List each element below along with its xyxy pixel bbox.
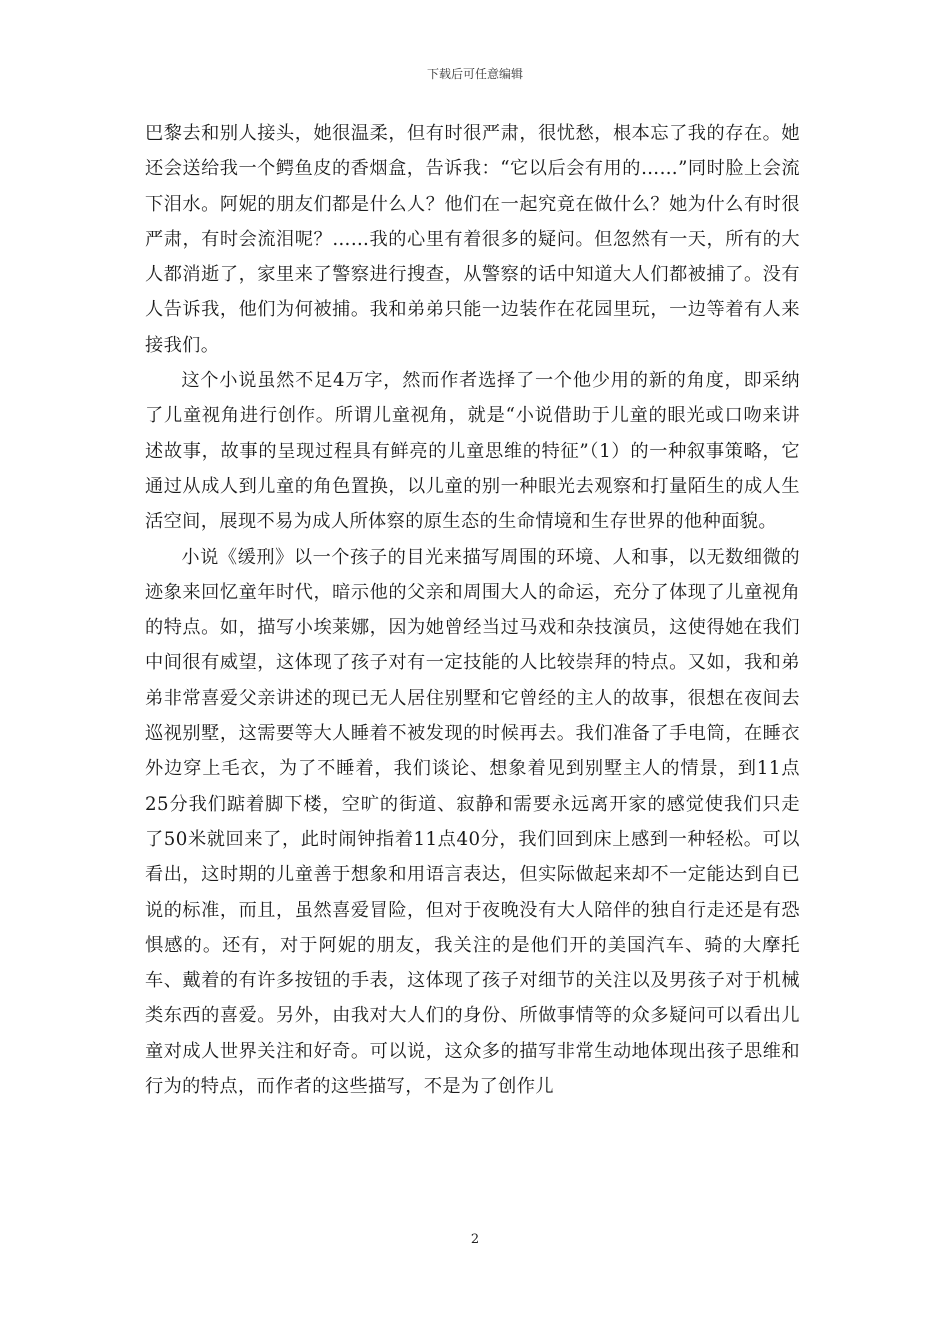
- paragraph-novel-analysis: 小说《缓刑》以一个孩子的目光来描写周围的环境、人和事，以无数细微的迹象来回忆童年时代，暗示他的父亲和周围大人的命运，充分了体现了儿童视角的特点。如，描写小埃莱娜，因为她曾经当过马戏和杂技演员，这使得她在我们中间很有威望，这体现了孩子对有一定技能的人比较崇拜的特点。又如，我和弟弟非常喜爱父亲讲述的现已无人居住别墅和它曾经的主人的故事，很想在夜间去巡视别墅，这需要等大人睡着不被发现的时候再去。我们准备了手电筒，在睡衣外边穿上毛衣，为了不睡着，我们谈论、想象着见到别墅主人的情景，到11点25分我们踮着脚下楼，空旷的街道、寂静和需要永远离开家的感觉使我们只走了50米就回来了，此时闹钟指着11点40分，我们回到床上感到一种轻松。可以看出，这时期的儿童善于想象和用语言表达，但实际做起来却不一定能达到自已说的标准，而且，虽然喜爱冒险，但对于夜晚没有大人陪伴的独自行走还是有恐惧感的。还有，对于阿妮的朋友，我关注的是他们开的美国汽车、骑的大摩托车、戴着的有许多按钮的手表，这体现了孩子对细节的关注以及男孩子对于机械类东西的喜爱。另外，由我对大人们的身份、所做事情等的众多疑问可以看出儿童对成人世界关注和好奇。可以说，这众多的描写非常生动地体现出孩子思维和行为的特点，而作者的这些描写，不是为了创作儿: [145, 546, 800, 1098]
- page-header: 下载后可任意编辑: [426, 67, 523, 81]
- paragraph-continued: 巴黎去和别人接头，她很温柔，但有时很严肃，很忧愁，根本忘了我的存在。她还会送给我一个鳄鱼皮的香烟盒，告诉我：“它以后会有用的……”同时脸上会流下泪水。阿妮的朋友们都是什么人？他们在一起究竟在做什么？她为什么有时很严肃，有时会流泪呢？……我的心里有着很多的疑问。但忽然有一天，所有的大人都消逝了，家里来了警察进行搜查，从警察的话中知道大人们都被捕了。没有人告诉我，他们为何被捕。我和弟弟只能一边装作在花园里玩，一边等着有人来接我们。: [145, 123, 800, 356]
- paragraph-child-perspective: 这个小说虽然不足4万字，然而作者选择了一个他少用的新的角度，即采纳了儿童视角进行创作。所谓儿童视角，就是“小说借助于儿童的眼光或口吻来讲述故事，故事的呈现过程具有鲜亮的儿童思维的特征”（1）的一种叙事策略，它通过从成人到儿童的角色置换，以儿童的别一种眼光去观察和打量陌生的成人生活空间，展现不易为成人所体察的原生态的生命情境和生存世界的他种面貌。: [145, 370, 800, 533]
- document-body: [145, 116, 800, 1104]
- page-number: 2: [470, 1232, 480, 1247]
